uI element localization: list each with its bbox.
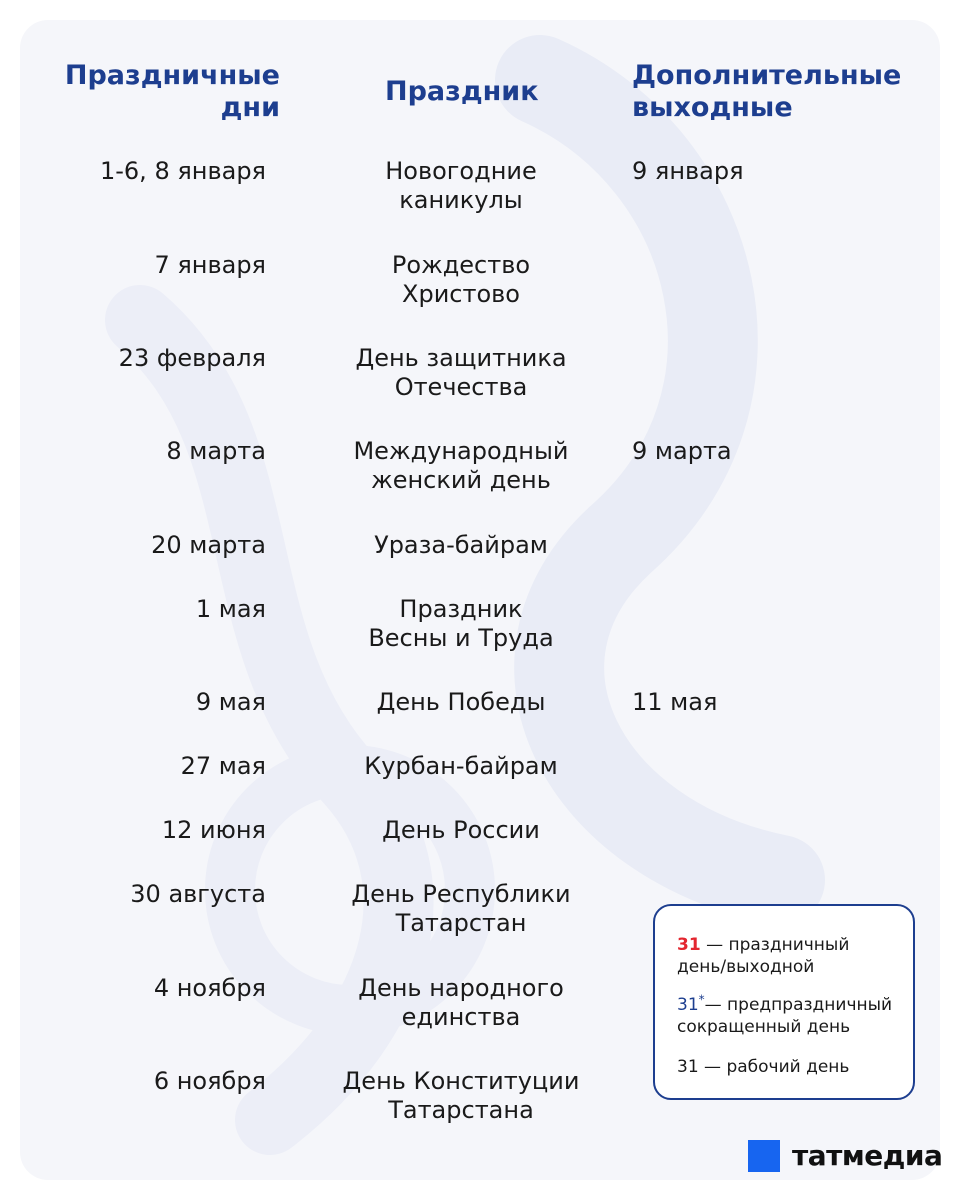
legend-preholiday-text: — предпраздничный: [704, 995, 893, 1015]
holiday-name-line2: Отечества: [394, 373, 528, 401]
column-header-holiday: Праздник: [385, 76, 539, 107]
holiday-date: 7 января: [154, 251, 266, 279]
holiday-name-line2: Татарстан: [395, 909, 527, 937]
legend-preholiday: [677, 994, 892, 1038]
holiday-name: [320, 880, 602, 938]
holiday-name: [320, 157, 602, 215]
holiday-name: [320, 1067, 602, 1125]
holiday-name-line1: Курбан-байрам: [364, 752, 558, 780]
holiday-date: 9 мая: [195, 688, 266, 716]
brand-name: татмедиа: [792, 1139, 943, 1172]
extra-day-off: 11 мая: [632, 688, 718, 716]
holiday-name-line1: День Конституции: [342, 1067, 580, 1095]
extra-day-off: 9 января: [632, 157, 744, 185]
holiday-name-line1: Ураза-байрам: [374, 531, 548, 559]
legend-preholiday-number: 31: [677, 995, 699, 1015]
holiday-name-line2: женский день: [371, 466, 551, 494]
header-dates-line2: дни: [220, 92, 280, 123]
extra-day-off: 9 марта: [632, 437, 732, 465]
holiday-date: 1-6, 8 января: [99, 157, 266, 185]
holiday-date: 8 марта: [166, 437, 266, 465]
holiday-date: 30 августа: [130, 880, 266, 908]
legend-holiday-text: — праздничный: [700, 935, 850, 955]
holiday-name: [320, 816, 602, 845]
header-extra-line1: Дополнительные: [632, 60, 902, 91]
holiday-name-line2: единства: [401, 1003, 521, 1031]
header-extra-line2: выходные: [632, 92, 793, 123]
holiday-name-line1: Праздник: [399, 595, 523, 623]
holiday-name-line1: Международный: [353, 437, 569, 465]
holiday-name-line2: Татарстана: [388, 1096, 534, 1124]
legend-preholiday-asterisk: *: [698, 992, 705, 1007]
holiday-name: [320, 531, 602, 560]
legend-preholiday-line1: [677, 994, 892, 1016]
holiday-name-line1: Новогодние: [385, 157, 537, 185]
legend-holiday: [677, 934, 849, 978]
holiday-name: [320, 595, 602, 653]
holiday-name-line1: День Республики: [351, 880, 571, 908]
holiday-name-line2: Весны и Труда: [368, 624, 554, 652]
holiday-name-line2: Христово: [402, 280, 520, 308]
holiday-name-line1: День народного: [358, 974, 564, 1002]
legend-preholiday-line2: сокращенный день: [677, 1017, 851, 1037]
legend-workday: 31 — рабочий день: [677, 1057, 850, 1077]
legend-holiday-line2: день/выходной: [677, 957, 815, 977]
holiday-date: 1 мая: [195, 595, 266, 623]
legend-holiday-line1: [677, 934, 849, 956]
holiday-name-line1: Рождество: [391, 251, 531, 279]
legend-box: [653, 904, 915, 1100]
holiday-date: 6 ноября: [153, 1067, 266, 1095]
column-header-extra-days-off: [632, 60, 901, 124]
holiday-name: [320, 688, 602, 717]
legend-holiday-number: 31: [677, 935, 701, 955]
holiday-name-line1: День защитника: [355, 344, 567, 372]
header-dates-line1: Праздничные: [64, 60, 280, 91]
holiday-name: [320, 251, 602, 309]
holiday-name-line1: День России: [382, 816, 540, 844]
holiday-name: [320, 974, 602, 1032]
holiday-date: 23 февраля: [118, 344, 266, 372]
holiday-date: 4 ноября: [153, 974, 266, 1002]
holiday-name: [320, 344, 602, 402]
holiday-name-line1: День Победы: [376, 688, 546, 716]
holiday-name: [320, 437, 602, 495]
holiday-date: 20 марта: [151, 531, 266, 559]
holiday-date: 12 июня: [161, 816, 266, 844]
holiday-date: 27 мая: [180, 752, 266, 780]
holiday-name-line2: каникулы: [399, 186, 523, 214]
holiday-name: [320, 752, 602, 781]
logo-square-icon: [748, 1140, 780, 1172]
column-header-holiday-dates: [65, 60, 280, 124]
